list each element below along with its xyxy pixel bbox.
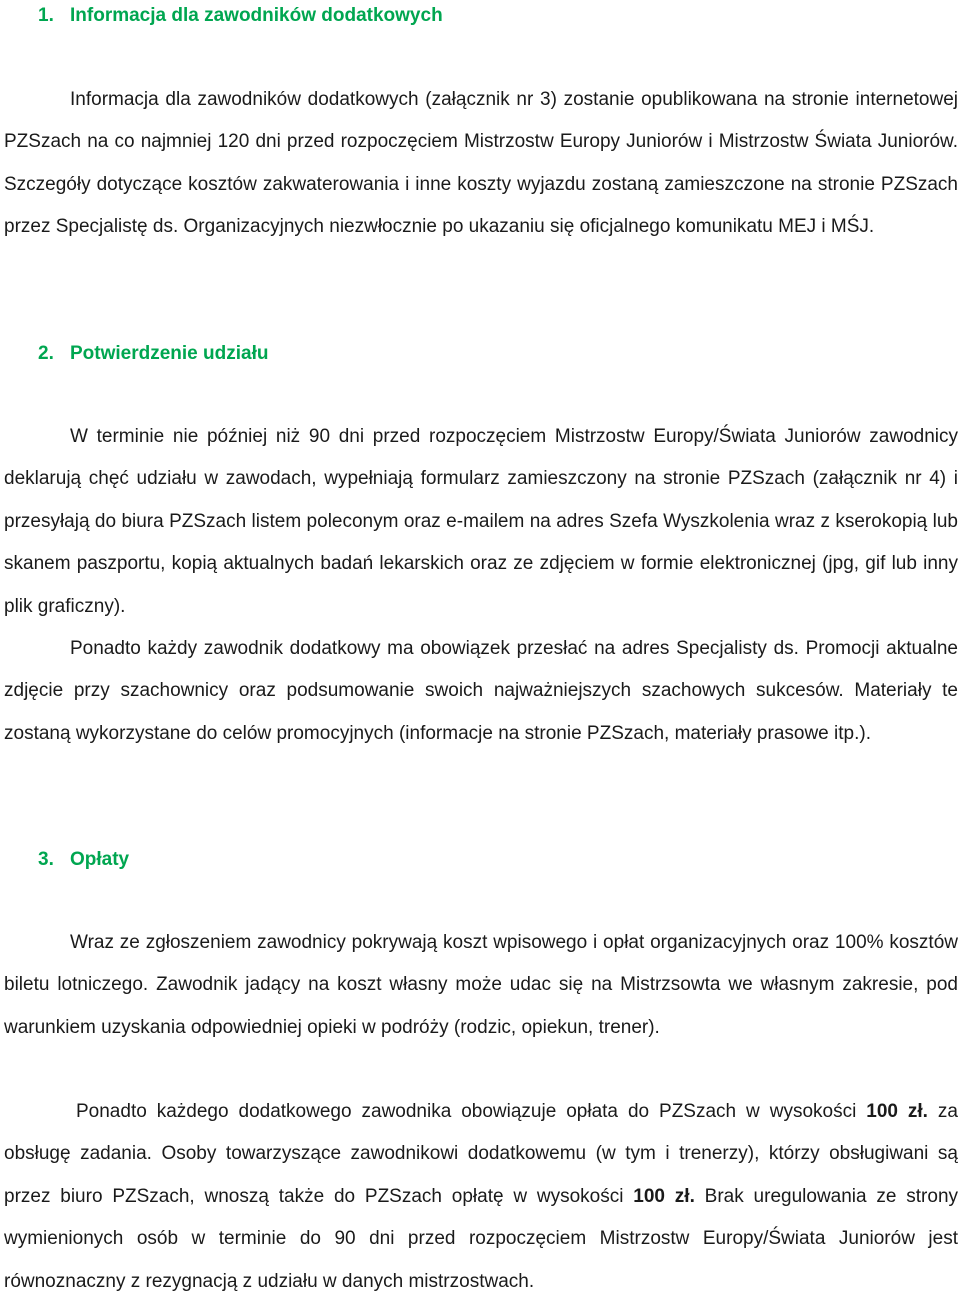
- section-number: 2.: [38, 343, 54, 364]
- fee-amount: 100 zł.: [866, 1101, 928, 1122]
- section-number: 1.: [38, 5, 54, 26]
- section-title: Opłaty: [70, 849, 130, 870]
- section-number: 3.: [38, 849, 54, 870]
- fee-amount: 100 zł.: [633, 1185, 695, 1207]
- paragraph: Informacja dla zawodników dodatkowych (załącznik nr 3) zostanie opublikowana na stronie internetowej PZSzach na co najmniej 120 dni przed rozpoczęciem Mistrzostw Europy Juniorów i Mistrzostw Świata Juniorów. Szczegóły dotyczące kosztów zakwaterowania i inne koszty wyjazdu zostaną zamieszczone na stronie PZSzach przez Specjalistę ds. Organizacyjnych niezwłocznie po ukazaniu się oficjalnego komunikatu MEJ i MŚJ.: [4, 89, 958, 238]
- section-title: Informacja dla zawodników dodatkowych: [70, 5, 443, 26]
- paragraph: Wraz ze zgłoszeniem zawodnicy pokrywają koszt wpisowego i opłat organizacyjnych oraz 100% kosztów biletu lotniczego. Zawodnik jadący na koszt własny może udac się na Mistrzsowta we własnym zakresie, pod warunkiem uzyskania odpowiedniej opieki w podróży (rodzic, opiekun, trener).: [4, 932, 958, 1038]
- section-heading-2: [38, 338, 268, 370]
- fee-paragraph: Ponadto każdego dodatkowego zawodnika obowiązuje opłata do PZSzach w wysokości 100 zł. za obsługę zadania. Osoby towarzyszące zawodnikowi dodatkowemu (w tym i trenerzy), którzy obsługiwani są przez biuro PZSzach, wnoszą także do PZSzach opłatę w wysokości 100 zł. Brak uregulowania ze strony wymienionych osób w terminie do 90 dni przed rozpoczęciem Mistrzostw Europy/Świata Juniorów jest równoznaczny z rezygnacją z udziału w danych mistrzostwach.: [4, 1101, 959, 1292]
- section-heading-1: [38, 0, 443, 32]
- paragraph: W terminie nie później niż 90 dni przed rozpoczęciem Mistrzostw Europy/Świata Juniorów zawodnicy deklarują chęć udziału w zawodach, wypełniają formularz zamieszczony na stronie PZSzach (załącznik nr 4) i przesyłają do biura PZSzach listem poleconym oraz e-mailem na adres Szefa Wyszkolenia wraz z kserokopią lub skanem paszportu, kopią aktualnych badań lekarskich oraz ze zdjęciem w formie elektronicznej (jpg, gif lub inny plik graficzny).: [4, 426, 958, 617]
- section-heading-3: [38, 844, 129, 876]
- paragraph: Ponadto każdy zawodnik dodatkowy ma obowiązek przesłać na adres Specjalisty ds. Promocji aktualne zdjęcie przy szachownicy oraz podsumowanie swoich najważniejszych szachowych sukcesów. Materiały te zostaną wykorzystane do celów promocyjnych (informacje na stronie PZSzach, materiały prasowe itp.).: [4, 638, 958, 744]
- section-title: Potwierdzenie udziału: [70, 343, 269, 364]
